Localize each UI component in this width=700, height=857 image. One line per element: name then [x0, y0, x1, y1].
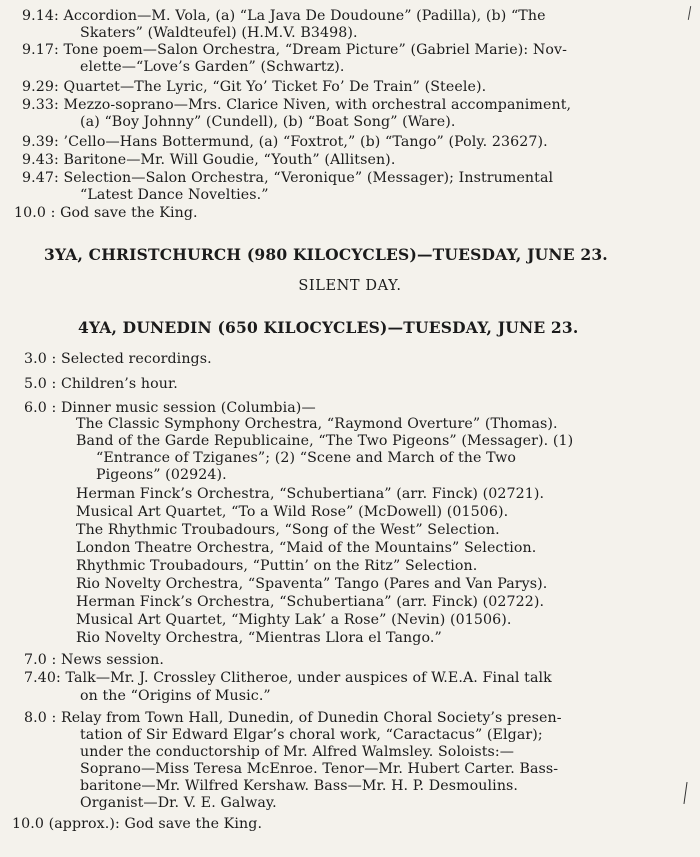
program-line: 7.40: Talk—Mr. J. Crossley Clitheroe, under auspices of W.E.A. Final talk	[24, 670, 552, 686]
program-line: 9.33: Mezzo-soprano—Mrs. Clarice Niven, with orchestral accompaniment,	[22, 97, 572, 113]
program-line: Musical Art Quartet, “Mighty Lak’ a Rose” (Nevin) (01506).	[76, 612, 512, 628]
program-line: Skaters” (Waldteufel) (H.M.V. B3498).	[80, 25, 358, 41]
program-line: Rio Novelty Orchestra, “Spaventa” Tango (Pares and Van Parys).	[76, 576, 548, 592]
program-line: 8.0 : Relay from Town Hall, Dunedin, of Dunedin Choral Society’s presen-	[24, 710, 562, 726]
program-line: 7.0 : News session.	[24, 652, 164, 668]
program-line: Band of the Garde Republicaine, “The Two Pigeons” (Messager). (1)	[76, 433, 574, 449]
program-line: 9.47: Selection—Salon Orchestra, “Veronique” (Messager); Instrumental	[22, 170, 554, 186]
program-line: 6.0 : Dinner music session (Columbia)—	[24, 400, 316, 416]
station-heading-4ya: 4YA, DUNEDIN (650 KILOCYCLES)—TUESDAY, JUNE 23.	[78, 318, 579, 337]
program-line: 9.29: Quartet—The Lyric, “Git Yo’ Ticket Fo’ De Train” (Steele).	[22, 79, 487, 95]
program-line: 10.0 (approx.): God save the King.	[12, 816, 263, 832]
program-line: tation of Sir Edward Elgar’s choral work, “Caractacus” (Elgar);	[80, 727, 543, 743]
program-line: “Entrance of Tziganes”; (2) “Scene and March of the Two	[96, 450, 517, 466]
program-line: The Classic Symphony Orchestra, “Raymond Overture” (Thomas).	[76, 416, 558, 432]
program-line: baritone—Mr. Wilfred Kershaw. Bass—Mr. H. P. Desmoulins.	[80, 778, 519, 794]
program-line: under the conductorship of Mr. Alfred Walmsley. Soloists:—	[80, 744, 515, 760]
program-line: Rhythmic Troubadours, “Puttin’ on the Ritz” Selection.	[76, 558, 478, 574]
program-line: 9.14: Accordion—M. Vola, (a) “La Java De Doudoune” (Padilla), (b) “The	[22, 8, 546, 24]
program-line: Herman Finck’s Orchestra, “Schubertiana” (arr. Finck) (02721).	[76, 486, 545, 502]
program-line: Soprano—Miss Teresa McEnroe. Tenor—Mr. Hubert Carter. Bass-	[80, 761, 559, 777]
silent-day-label: SILENT DAY.	[298, 278, 402, 294]
program-line: 5.0 : Children’s hour.	[24, 376, 178, 392]
station-heading-3ya: 3YA, CHRISTCHURCH (980 KILOCYCLES)—TUESDAY, JUNE 23.	[44, 245, 608, 264]
program-line: The Rhythmic Troubadours, “Song of the West” Selection.	[76, 522, 500, 538]
program-line: Organist—Dr. V. E. Galway.	[80, 795, 277, 811]
column-edge-mark	[683, 782, 687, 804]
program-line: London Theatre Orchestra, “Maid of the Mountains” Selection.	[76, 540, 537, 556]
program-line: (a) “Boy Johnny” (Cundell), (b) “Boat Song” (Ware).	[80, 114, 456, 130]
column-edge-mark	[688, 6, 691, 20]
program-line: 9.17: Tone poem—Salon Orchestra, “Dream Picture” (Gabriel Marie): Nov-	[22, 42, 568, 58]
program-line: Musical Art Quartet, “To a Wild Rose” (McDowell) (01506).	[76, 504, 509, 520]
program-line: 3.0 : Selected recordings.	[24, 351, 212, 367]
program-line: Rio Novelty Orchestra, “Mientras Llora el Tango.”	[76, 630, 442, 646]
program-line: elette—“Love’s Garden” (Schwartz).	[80, 59, 345, 75]
program-line: 10.0 : God save the King.	[14, 205, 198, 221]
program-line: 9.43: Baritone—Mr. Will Goudie, “Youth” (Allitsen).	[22, 152, 396, 168]
program-line: Herman Finck’s Orchestra, “Schubertiana” (arr. Finck) (02722).	[76, 594, 545, 610]
program-line: Pigeons” (02924).	[96, 467, 227, 483]
program-line: on the “Origins of Music.”	[80, 688, 271, 704]
program-line: 9.39: ’Cello—Hans Bottermund, (a) “Foxtrot,” (b) “Tango” (Poly. 23627).	[22, 134, 548, 150]
program-line: “Latest Dance Novelties.”	[80, 187, 269, 203]
